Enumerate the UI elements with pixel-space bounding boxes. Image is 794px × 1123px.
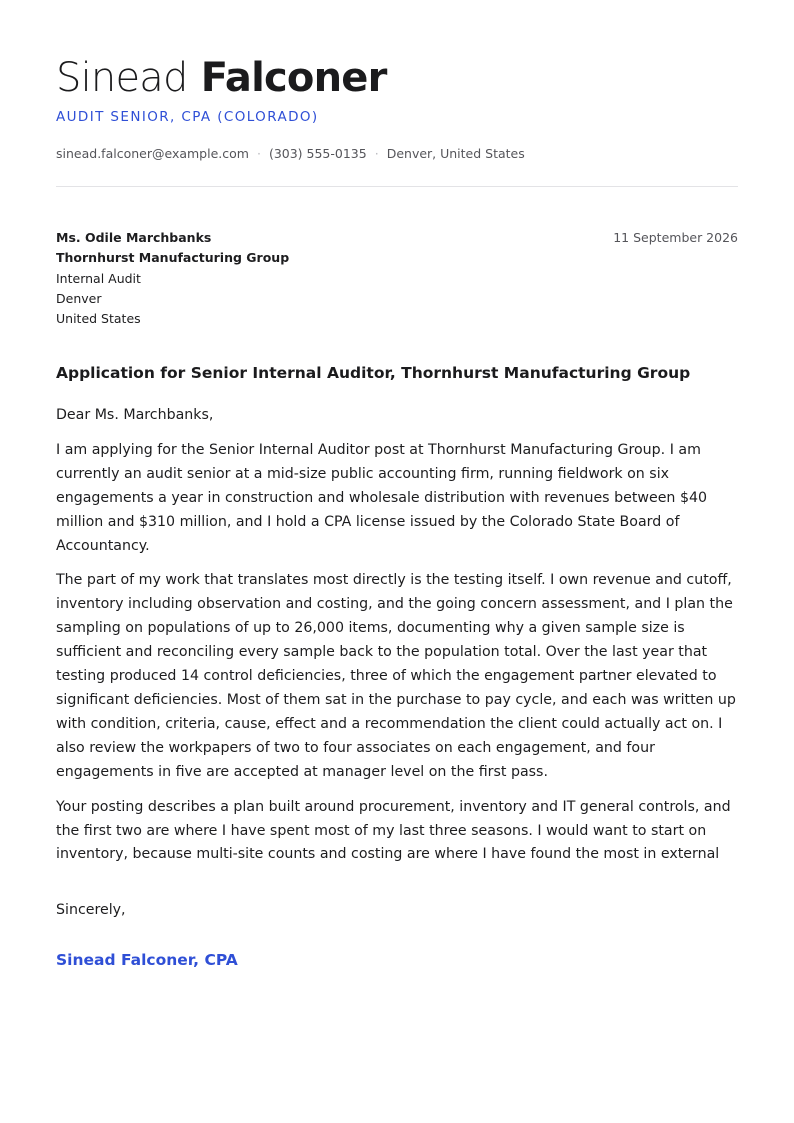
contact-separator: · [374, 146, 379, 161]
contact-email[interactable]: sinead.falconer@example.com [56, 146, 249, 161]
contact-separator: · [256, 146, 261, 161]
recipient-name: Ms. Odile Marchbanks [56, 230, 212, 245]
recipient-department: Internal Audit [56, 270, 141, 286]
letter-body [56, 404, 738, 878]
salutation: Dear Ms. Marchbanks, [56, 407, 214, 423]
body-paragraph: Your posting describes a plan built around procurement, inventory and IT general controls, and the first two are where I have spent most of my last three seasons. I would want to start on inventory, because multi-site counts and costing are where I have found the most in external [56, 798, 731, 863]
contact-phone[interactable]: (303) 555-0135 [268, 146, 367, 161]
body-paragraph: The part of my work that translates most directly is the testing itself. I own revenue and cutoff, inventory including observation and costing, and the going concern assessment, and I plan the sampling on populations of up to 26,000 items, documenting why a given sample size is sufficient and reconciling every sample back to the population total. Over the last year that testing produced 14 control deficiencies, three of which the engagement partner elevated to significant deficiencies. Most of them sat in the purchase to pay cycle, and each was written up with condition, criteria, cause, effect and a recommendation the client could actually act on. I also review the workpapers of two to four associates on each engagement, and four engagements in five are accepted at manager level on the first pass. [56, 572, 736, 780]
closing: Sincerely, [56, 902, 126, 918]
recipient-address [56, 228, 289, 329]
header-divider [56, 186, 738, 187]
recipient-city: Denver [56, 290, 102, 306]
signature: Sinead Falconer, CPA [56, 951, 238, 969]
letter-subject: Application for Senior Internal Auditor, Thornhurst Manufacturing Group [56, 364, 691, 382]
recipient-country: United States [56, 311, 141, 327]
body-paragraph: I am applying for the Senior Internal Auditor post at Thornhurst Manufacturing Group. I am currently an audit senior at a mid-size public accounting firm, running fieldwork on six engagements a year in construction and wholesale distribution with revenues between $40 million and $310 million, and I hold a CPA license issued by the Colorado State Board of Accountancy. [56, 441, 708, 554]
recipient-company: Thornhurst Manufacturing Group [56, 250, 290, 266]
applicant-name [56, 52, 387, 104]
contact-location: Denver, United States [386, 146, 525, 161]
applicant-last-name: Falconer [200, 55, 387, 101]
applicant-job-title: AUDIT SENIOR, CPA (COLORADO) [56, 109, 319, 125]
contact-info [56, 146, 525, 161]
applicant-first-name: Sinead [56, 55, 188, 101]
letter-date: 11 September 2026 [613, 230, 738, 245]
